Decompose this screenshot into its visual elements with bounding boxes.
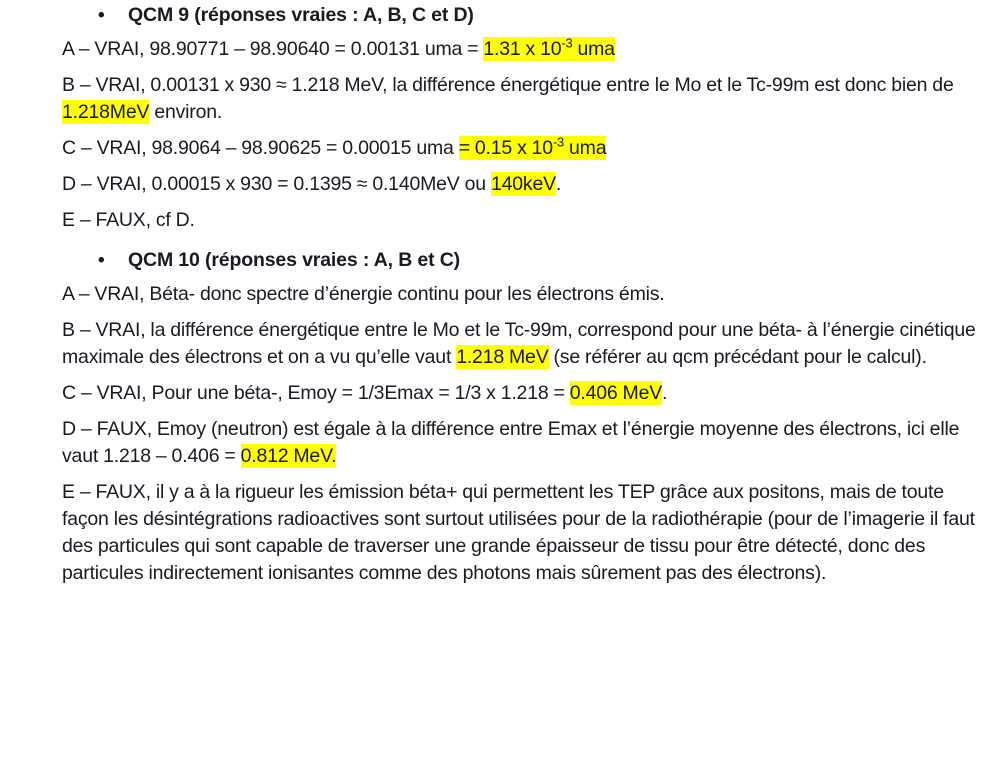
qcm-heading-10-label: QCM 10 (réponses vraies : A, B et C) — [128, 249, 460, 272]
highlight-value — [62, 100, 149, 124]
highlight-text-post: uma — [563, 136, 607, 159]
highlight-text: 1.31 x 10 — [483, 38, 562, 60]
answer-qcm10-d — [62, 416, 978, 470]
answer-qcm9-b — [62, 72, 978, 126]
answer-text-post: (se référer au qcm précédant pour le calcul). — [548, 346, 927, 369]
bullet-icon: • — [98, 250, 105, 272]
highlight-text: 1.218 MeV — [456, 346, 549, 369]
answer-text-pre: B – VRAI, 0.00131 x 930 ≈ 1.218 MeV, la différence énergétique entre le Mo et le Tc-99m est donc bien de — [62, 73, 954, 96]
answer-qcm9-e — [62, 207, 978, 234]
answer-qcm9-c — [62, 135, 978, 162]
highlight-value — [241, 444, 337, 468]
answer-qcm10-a — [62, 281, 978, 308]
answer-text-pre: B – VRAI, la différence énergétique entre le Mo et le Tc-99m, correspond pour une béta- à l’énergie cinétique maximale des électrons et on a vu qu’elle vaut — [62, 319, 976, 369]
highlight-text-post: uma — [572, 38, 615, 60]
answer-qcm9-a — [62, 36, 978, 63]
answer-text-post: environ. — [149, 100, 223, 123]
answer-qcm10-c — [62, 380, 978, 407]
highlight-text: = 0.15 x 10 — [458, 136, 553, 159]
highlight-text: 140keV — [490, 172, 556, 195]
qcm-heading-10 — [62, 249, 978, 272]
highlight-text: 0.812 MeV. — [240, 444, 337, 467]
answer-text-pre: D – FAUX, Emoy (neutron) est égale à la différence entre Emax et l’énergie moyenne des électrons, ici elle vaut 1.218 – 0.406 = — [62, 418, 960, 467]
answer-text-pre: D – VRAI, 0.00015 x 930 = 0.1395 ≈ 0.140MeV ou — [62, 172, 491, 195]
answer-qcm9-d — [62, 171, 978, 198]
highlight-value — [570, 381, 662, 405]
bullet-icon: • — [98, 5, 105, 26]
highlight-value — [483, 37, 614, 61]
qcm-heading-9-label: QCM 9 (réponses vraies : A, B, C et D) — [128, 4, 474, 26]
highlight-value — [491, 172, 556, 196]
highlight-superscript: -3 — [552, 134, 564, 150]
highlight-value — [459, 136, 607, 160]
highlight-value — [456, 345, 548, 369]
answer-text-post: . — [555, 172, 562, 195]
answer-text-pre: E – FAUX, il y a à la rigueur les émission béta+ qui permettent les TEP grâce aux positons, mais de toute façon les désintégrations radioactives sont surtout utilisées pour de la radiothérapie (pour de l’imagerie il faut des particules qui sont capable de traverser une grande épaisseur de tissu pour être détecté, donc des particules indirectement ionisantes comme des photons mais sûrement pas des électrons). — [62, 480, 975, 584]
answer-qcm10-b — [62, 317, 978, 371]
answer-text-pre: A – VRAI, 98.90771 – 98.90640 = 0.00131 uma = — [62, 38, 484, 60]
highlight-superscript: -3 — [561, 35, 573, 51]
answer-text-post: . — [662, 382, 668, 405]
answer-text-pre: C – VRAI, Pour une béta-, Emoy = 1/3Emax = 1/3 x 1.218 = — [62, 382, 570, 405]
answer-text-pre: E – FAUX, cf D. — [62, 208, 195, 231]
answer-text-pre: A – VRAI, Béta- donc spectre d’énergie continu pour les électrons émis. — [62, 283, 665, 306]
answer-text-pre: C – VRAI, 98.9064 – 98.90625 = 0.00015 uma — [62, 136, 459, 159]
answer-qcm10-e — [62, 479, 978, 587]
qcm-heading-9 — [62, 4, 978, 27]
highlight-text: 1.218MeV — [62, 100, 150, 123]
highlight-text: 0.406 MeV — [569, 382, 663, 405]
